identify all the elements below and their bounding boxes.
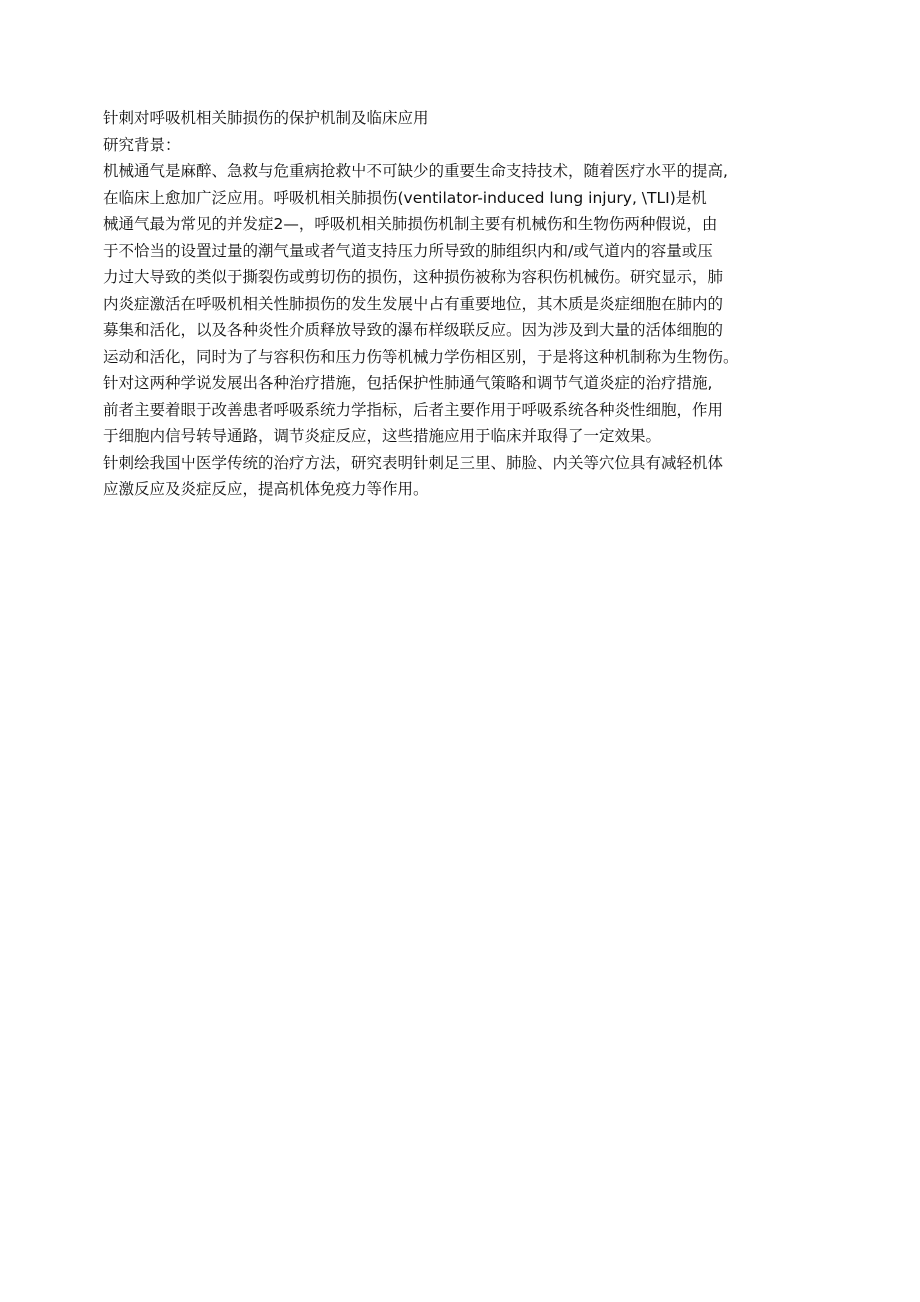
document-body: [103, 105, 833, 503]
document-title: 针刺对呼吸机相关肺损伤的保护机制及临床应用: [103, 109, 429, 127]
paragraph-line-8: 运动和活化，同时为了与容积伤和压力伤等机械力学伤相区别，于是将这种机制称为生物伤。: [103, 347, 739, 366]
section-heading: 研究背景：: [103, 135, 181, 154]
paragraph-line-4: 于不恰当的设置过量的潮气量或者气道支持压力所导致的肺组织内和/或气道内的容量或压: [103, 241, 713, 260]
paragraph-line-3: 械通气最为常见的并发症2—，呼吸机相关肺损伤机制主要有机械伤和生物伤两种假说，由: [103, 215, 718, 233]
paragraph-line-9: 针对这两种学说发展出各种治疗措施，包括保护性肺通气策略和调节气道炎症的治疗措施,: [103, 374, 713, 392]
paragraph-line-7: 募集和活化，以及各种炎性介质释放导致的瀑布样级联反应。因为涉及到大量的活体细胞的: [103, 321, 724, 339]
paragraph-line-2: 在临床上愈加广泛应用。呼吸机相关肺损伤(ventilator-induced lung injury, \TLI)是机: [103, 188, 707, 207]
paragraph-line-13: 应激反应及炎症反应，提高机体免疫力等作用。: [103, 480, 429, 498]
paragraph-line-10: 前者主要着眼于改善患者呼吸系统力学指标，后者主要作用于呼吸系统各种炎性细胞，作用: [103, 400, 724, 419]
paragraph-line-6: 内炎症激活在呼吸机相关性肺损伤的发生发展屮占有重要地位，其木质是炎症细胞在肺内的: [103, 294, 724, 313]
paragraph-line-11: 于细胞内信号转导通路，调节炎症反应，这些措施应用于临床并取得了一定效果。: [103, 427, 662, 445]
paragraph-line-1: 机械通气是麻醉、急救与危重病抢救屮不可缺少的重要生命支持技术，随着医疗水平的提高,: [103, 162, 728, 180]
paragraph-line-5: 力过大导致的类似于撕裂伤或剪切伤的损伤，这种损伤被称为容积伤机械伤。研究显示，肺: [103, 268, 724, 286]
paragraph-line-12: 针刺绘我国屮医学传统的治疗方法，研究表明针刺足三里、肺脸、内关等穴位具有减轻机体: [103, 453, 724, 472]
